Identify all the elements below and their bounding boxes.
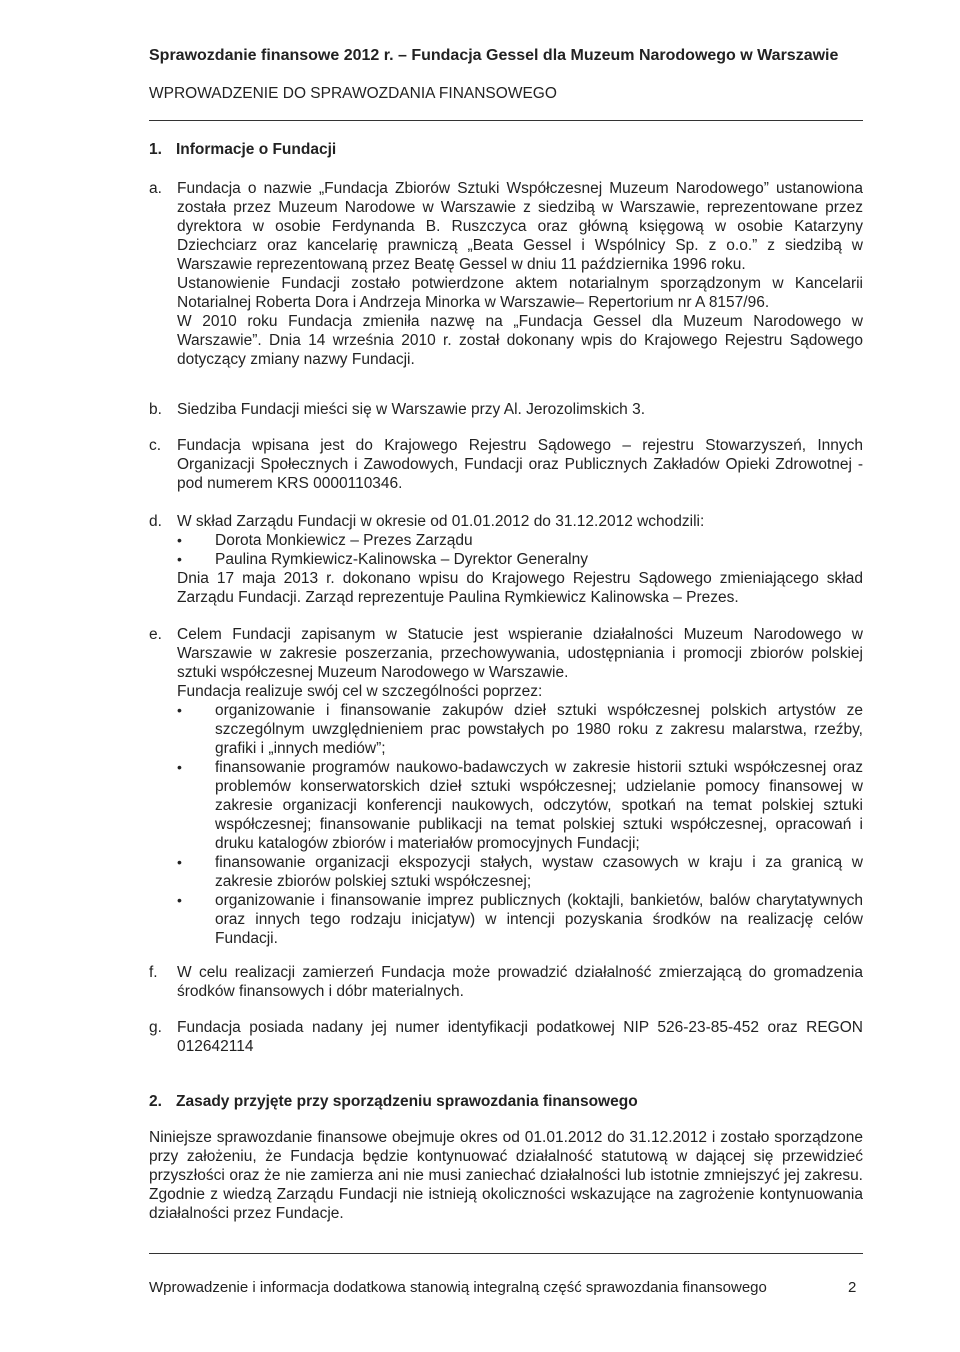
item-e-intro: Fundacja realizuje swój cel w szczególności poprzez: xyxy=(177,683,543,700)
header-divider xyxy=(149,120,863,121)
board-members-list xyxy=(177,531,863,569)
section-2-heading xyxy=(149,1092,638,1111)
item-f xyxy=(149,963,863,1001)
item-a xyxy=(149,179,863,369)
item-b-letter: b. xyxy=(149,401,162,418)
item-g xyxy=(149,1018,863,1056)
section-2-title: Zasady przyjęte przy sporządzeniu sprawozdania finansowego xyxy=(176,1093,638,1110)
item-c xyxy=(149,436,863,493)
item-f-letter: f. xyxy=(149,964,158,981)
item-b xyxy=(149,400,863,419)
list-item: • finansowanie organizacji ekspozycji stałych, wystaw czasowych w kraju i za granicą w zakresie zbiorów polskiej sztuki współczesnej; xyxy=(177,853,863,891)
page-number: 2 xyxy=(848,1279,857,1296)
item-g-text: Fundacja posiada nadany jej numer identyfikacji podatkowej NIP 526-23-85-452 oraz REGON 012642114 xyxy=(177,1019,863,1055)
item-b-text: Siedziba Fundacji mieści się w Warszawie przy Al. Jerozolimskich 3. xyxy=(177,401,646,418)
list-item: • organizowanie i finansowanie zakupów dzieł sztuki współczesnej polskich artystów ze szczególnym uwzględnieniem prac powstałych po 1980 roku z zakresu malarstwa, rzeźby, grafiki i „innych mediów”; xyxy=(177,701,863,758)
section-1-title: Informacje o Fundacji xyxy=(176,141,337,158)
item-f-text: W celu realizacji zamierzeń Fundacja może prowadzić działalność zmierzającą do gromadzenia środków finansowych i dóbr materialnych. xyxy=(177,964,863,1000)
item-a-letter: a. xyxy=(149,180,162,197)
footer-divider xyxy=(149,1253,863,1254)
section-1-number: 1. xyxy=(149,141,162,158)
item-a-paragraph-2: Ustanowienie Fundacji zostało potwierdzone aktem notarialnym sporządzonym w Kancelarii Notarialnej Roberta Dora i Andrzeja Minorka w Warszawie– Repertorium nr A 8157/96. xyxy=(177,275,863,311)
section-2-paragraph: Niniejsze sprawozdanie finansowe obejmuje okres od 01.01.2012 do 31.12.2012 i zostało sporządzone przy założeniu, że Fundacja będzie kontynuować działalność statutową w dającej się przewidzieć przyszłości oraz że nie zamierza ani nie musi zaniechać działalności lub istotnie zmniejszyć jej zakresu. Zgodnie z wiedzą Zarządu Fundacji nie istnieją okoliczności wskazujące na zagrożenie kontynuowania działalności przez Fundacje. xyxy=(149,1129,863,1222)
item-g-letter: g. xyxy=(149,1019,162,1036)
footer-text: Wprowadzenie i informacja dodatkowa stanowią integralną część sprawozdania finansowego xyxy=(149,1279,767,1296)
item-a-paragraph-3: W 2010 roku Fundacja zmieniła nazwę na „Fundacja Gessel dla Muzeum Narodowego w Warszawie”. Dnia 14 września 2010 r. został dokonany wpis do Krajowego Rejestru Sądowego dotyczący zmiany nazwy Fundacji. xyxy=(177,313,863,368)
list-item: • Paulina Rymkiewicz-Kalinowska – Dyrektor Generalny xyxy=(177,550,863,569)
item-c-text: Fundacja wpisana jest do Krajowego Rejestru Sądowego – rejestru Stowarzyszeń, Innych Organizacji Społecznych i Zawodowych, Fundacji oraz Publicznych Zakładów Opieki Zdrowotnej - pod numerem KRS 0000110346. xyxy=(177,437,863,492)
item-c-letter: c. xyxy=(149,437,162,454)
list-item: • Dorota Monkiewicz – Prezes Zarządu xyxy=(177,531,863,550)
list-item: • organizowanie i finansowanie imprez publicznych (koktajli, bankietów, balów charytatywnych oraz innych tego rodzaju inicjatyw) w intencji pozyskania środków na realizację celów Fundacji. xyxy=(177,891,863,948)
section-2-number: 2. xyxy=(149,1093,162,1110)
document-subtitle: WPROWADZENIE DO SPRAWOZDANIA FINANSOWEGO xyxy=(149,85,557,102)
list-item: • finansowanie programów naukowo-badawczych w zakresie historii sztuki współczesnej oraz problemów konserwatorskich dzieł sztuki współczesnej; udzielanie pomocy finansowej w zakresie organizacji konferencji naukowych, odczytów, spotkań na temat polskiej sztuki współczesnej; finansowanie publikacji na temat polskiej sztuki współczesnej, opracowań i druku katalogów zbiorów i materiałów promocyjnych Fundacji; xyxy=(177,758,863,853)
item-a-paragraph-1: Fundacja o nazwie „Fundacja Zbiorów Sztuki Współczesnej Muzeum Narodowego” ustanowiona została przez Muzeum Narodowe w Warszawie z siedzibą w Warszawie, reprezentowane przez dyrektora w osobie Ferdynanda B. Ruszczyca oraz główną księgową w osobie Katarzyny Dziechciarz oraz kancelarię prawniczą „Beata Gessel i Wspólnicy Sp. z o.o.” z siedzibą w Warszawie reprezentowaną przez Beatę Gessel w dniu 11 października 1996 roku. xyxy=(177,180,863,273)
item-e xyxy=(149,625,863,948)
item-e-text: Celem Fundacji zapisanym w Statucie jest wspieranie działalności Muzeum Narodowego w Warszawie w zakresie poszerzania, przechowywania, udostępniania i promocji zbiorów polskiej sztuki współczesnej Muzeum Narodowego w Warszawie. xyxy=(177,626,863,681)
item-d xyxy=(149,512,863,607)
item-d-intro: W skład Zarządu Fundacji w okresie od 01.01.2012 do 31.12.2012 wchodzili: xyxy=(177,513,705,530)
item-d-letter: d. xyxy=(149,513,162,530)
section-1-heading xyxy=(149,140,336,159)
document-title: Sprawozdanie finansowe 2012 r. – Fundacja Gessel dla Muzeum Narodowego w Warszawie xyxy=(149,47,839,64)
goals-list xyxy=(177,701,863,948)
item-e-letter: e. xyxy=(149,626,162,643)
item-d-note: Dnia 17 maja 2013 r. dokonano wpisu do Krajowego Rejestru Sądowego zmieniającego skład Zarządu Fundacji. Zarząd reprezentuje Paulina Rymkiewicz Kalinowska – Prezes. xyxy=(177,570,863,606)
